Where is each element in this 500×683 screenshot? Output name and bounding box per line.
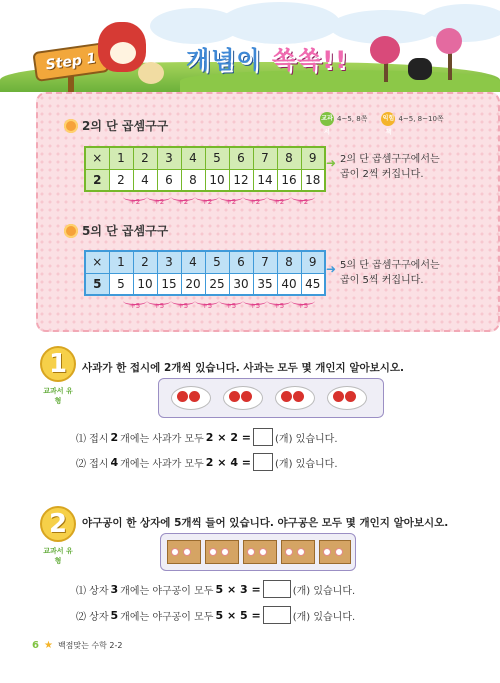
step-arcs-2 — [111, 193, 311, 207]
table-cell: 1 — [109, 251, 133, 273]
sub-count: 2 — [110, 430, 119, 444]
sub-count: 3 — [110, 582, 119, 596]
problem-1-sub-2 — [76, 453, 338, 471]
section-2-title — [64, 117, 168, 134]
step-label: +5 — [273, 302, 285, 310]
step-label: +2 — [225, 198, 237, 206]
section-5-description — [340, 258, 440, 288]
table-value-row — [85, 273, 325, 295]
step-label: +2 — [153, 198, 165, 206]
baseball-icon — [297, 548, 305, 556]
apple-icon — [333, 391, 344, 402]
apple-icon — [189, 391, 200, 402]
problem-number: 2 — [48, 509, 68, 539]
apple-icon — [241, 391, 252, 402]
problem-2-sub-1 — [76, 580, 355, 598]
table-cell: 3 — [157, 251, 181, 273]
table-cell: 8 — [181, 169, 205, 191]
table-cell: 5 — [109, 273, 133, 295]
answer-box[interactable] — [253, 428, 273, 446]
step-label: +5 — [177, 302, 189, 310]
step-label: +5 — [153, 302, 165, 310]
sub-count: 5 — [110, 608, 119, 622]
book-title: 백점맞는 수학 2-2 — [57, 641, 123, 650]
table-cell: 20 — [181, 273, 205, 295]
times-table-2 — [84, 146, 326, 192]
title-part-1: 개념이 — [186, 46, 262, 74]
table-value-row — [85, 169, 325, 191]
cloud-decoration — [220, 2, 340, 44]
apple-icon — [281, 391, 292, 402]
table-cell: 16 — [277, 169, 301, 191]
sub-expression: 5 × 3 = — [215, 582, 261, 596]
table-cell: 2 — [133, 147, 157, 169]
sub-text: 개에는 야구공이 모두 — [120, 611, 214, 623]
problem-1-sub-1 — [76, 428, 338, 446]
title-part-2: 쏙쏙!! — [271, 46, 349, 74]
star-icon: ★ — [43, 640, 53, 651]
problem-1-question: 사과가 한 접시에 2개씩 있습니다. 사과는 모두 몇 개인지 알아보시오. — [82, 362, 405, 374]
apple-icon — [345, 391, 356, 402]
table-cell: 30 — [229, 273, 253, 295]
page-number: 6 — [32, 640, 39, 651]
table-cell: 9 — [301, 251, 325, 273]
table-cell: 5 — [205, 147, 229, 169]
sub-suffix: (개) 있습니다. — [275, 458, 338, 470]
step-label: +5 — [225, 302, 237, 310]
sub-count: 4 — [110, 455, 119, 469]
table-cell: 1 — [109, 147, 133, 169]
apple-icon — [229, 391, 240, 402]
step-label: +2 — [249, 198, 261, 206]
table-cell: 4 — [181, 251, 205, 273]
sub-expression: 5 × 5 = — [215, 608, 261, 622]
answer-box[interactable] — [263, 580, 291, 598]
tree-decoration — [436, 28, 462, 54]
table-header-row — [85, 147, 325, 169]
baseball-icon — [171, 548, 179, 556]
table-cell: 7 — [253, 251, 277, 273]
character-face — [110, 42, 136, 64]
baseball-icon — [285, 548, 293, 556]
step-label: +5 — [201, 302, 213, 310]
table-cell: 40 — [277, 273, 301, 295]
table-cell: 6 — [157, 169, 181, 191]
baseball-boxes-image — [160, 533, 356, 571]
cat-character-illustration — [138, 62, 164, 84]
tree-trunk — [448, 50, 452, 80]
sub-prefix: ⑵ 상자 — [76, 611, 109, 623]
problem-2-sub-2 — [76, 606, 355, 624]
textbook-pages: 4~5, 8쪽 — [337, 115, 368, 123]
table-cell: 15 — [157, 273, 181, 295]
sub-prefix: ⑵ 접시 — [76, 458, 109, 470]
sub-text: 개에는 사과가 모두 — [120, 458, 204, 470]
sub-expression: 2 × 2 = — [205, 430, 252, 444]
table-cell: × — [85, 251, 109, 273]
answer-box[interactable] — [253, 453, 273, 471]
step-label: Step 1 — [44, 50, 98, 74]
table-header-row — [85, 251, 325, 273]
table-cell: 8 — [277, 147, 301, 169]
step-label: +2 — [129, 198, 141, 206]
table-cell: 5 — [205, 251, 229, 273]
table-cell: 10 — [205, 169, 229, 191]
table-cell: 4 — [181, 147, 205, 169]
step-label: +2 — [177, 198, 189, 206]
step-label: +2 — [201, 198, 213, 206]
page-header — [0, 0, 500, 95]
baseball-icon — [183, 548, 191, 556]
section-2-title-text: 2의 단 곱셈구구 — [82, 119, 169, 133]
desc-line: 5의 단 곱셈구구에서는 — [340, 260, 440, 271]
table-cell: 12 — [229, 169, 253, 191]
table-cell: 8 — [277, 251, 301, 273]
arrow-right-icon: ➜ — [326, 262, 337, 276]
sub-expression: 2 × 4 = — [205, 455, 252, 469]
step-label: +2 — [297, 198, 309, 206]
problem-1-tag: 교과서 유형 — [43, 387, 73, 405]
answer-box[interactable] — [263, 606, 291, 624]
workbook-badge: 익힘책 — [381, 112, 395, 126]
baseball-icon — [247, 548, 255, 556]
workbook-pages: 4~5, 8~10쪽 — [398, 115, 444, 123]
sub-text: 개에는 야구공이 모두 — [120, 585, 214, 597]
desc-line: 곱이 5씩 커집니다. — [340, 275, 424, 286]
textbook-badge: 교과서 — [320, 112, 334, 126]
times-table-5 — [84, 250, 326, 296]
sub-suffix: (개) 있습니다. — [292, 611, 356, 623]
table-cell: 10 — [133, 273, 157, 295]
table-cell: 7 — [253, 147, 277, 169]
flower-icon — [64, 119, 78, 133]
problem-2-question: 야구공이 한 상자에 5개씩 들어 있습니다. 야구공은 모두 몇 개인지 알아보시오. — [82, 517, 449, 529]
apple-icon — [293, 391, 304, 402]
sub-suffix: (개) 있습니다. — [275, 433, 338, 445]
problem-2-badge — [40, 506, 76, 542]
step-label: +5 — [297, 302, 309, 310]
step-label: +5 — [129, 302, 141, 310]
sub-text: 개에는 사과가 모두 — [120, 433, 204, 445]
table-cell: 3 — [157, 147, 181, 169]
page-footer — [32, 640, 122, 651]
table-cell: 25 — [205, 273, 229, 295]
table-cell: × — [85, 147, 109, 169]
apple-icon — [177, 391, 188, 402]
flower-icon — [64, 224, 78, 238]
table-cell: 4 — [133, 169, 157, 191]
desc-line: 곱이 2씩 커집니다. — [340, 169, 424, 180]
baseball-icon — [259, 548, 267, 556]
step-label: +2 — [273, 198, 285, 206]
table-cell: 6 — [229, 251, 253, 273]
section-5-title-text: 5의 단 곱셈구구 — [82, 224, 169, 238]
baseball-icon — [221, 548, 229, 556]
baseball-icon — [335, 548, 343, 556]
table-cell: 2 — [133, 251, 157, 273]
table-cell: 45 — [301, 273, 325, 295]
black-cat-illustration — [408, 58, 432, 80]
page-title — [186, 40, 348, 75]
reference-pages — [320, 112, 444, 136]
table-cell: 2 — [85, 169, 109, 191]
sub-prefix: ⑴ 상자 — [76, 585, 109, 597]
step-arcs-5 — [111, 297, 311, 311]
step-label: +5 — [249, 302, 261, 310]
baseball-icon — [209, 548, 217, 556]
arrow-right-icon: ➜ — [326, 156, 337, 170]
sub-prefix: ⑴ 접시 — [76, 433, 109, 445]
tree-decoration — [370, 36, 400, 64]
table-cell: 6 — [229, 147, 253, 169]
section-5-title — [64, 222, 168, 239]
baseball-icon — [323, 548, 331, 556]
desc-line: 2의 단 곱셈구구에서는 — [340, 154, 440, 165]
table-cell: 9 — [301, 147, 325, 169]
table-cell: 2 — [109, 169, 133, 191]
table-cell: 18 — [301, 169, 325, 191]
problem-1-badge — [40, 346, 76, 382]
apple-plates-image — [158, 378, 384, 418]
table-cell: 35 — [253, 273, 277, 295]
sub-suffix: (개) 있습니다. — [292, 585, 356, 597]
problem-2-tag: 교과서 유형 — [43, 547, 73, 565]
section-2-description — [340, 152, 440, 182]
table-cell: 14 — [253, 169, 277, 191]
problem-number: 1 — [48, 349, 68, 379]
table-cell: 5 — [85, 273, 109, 295]
